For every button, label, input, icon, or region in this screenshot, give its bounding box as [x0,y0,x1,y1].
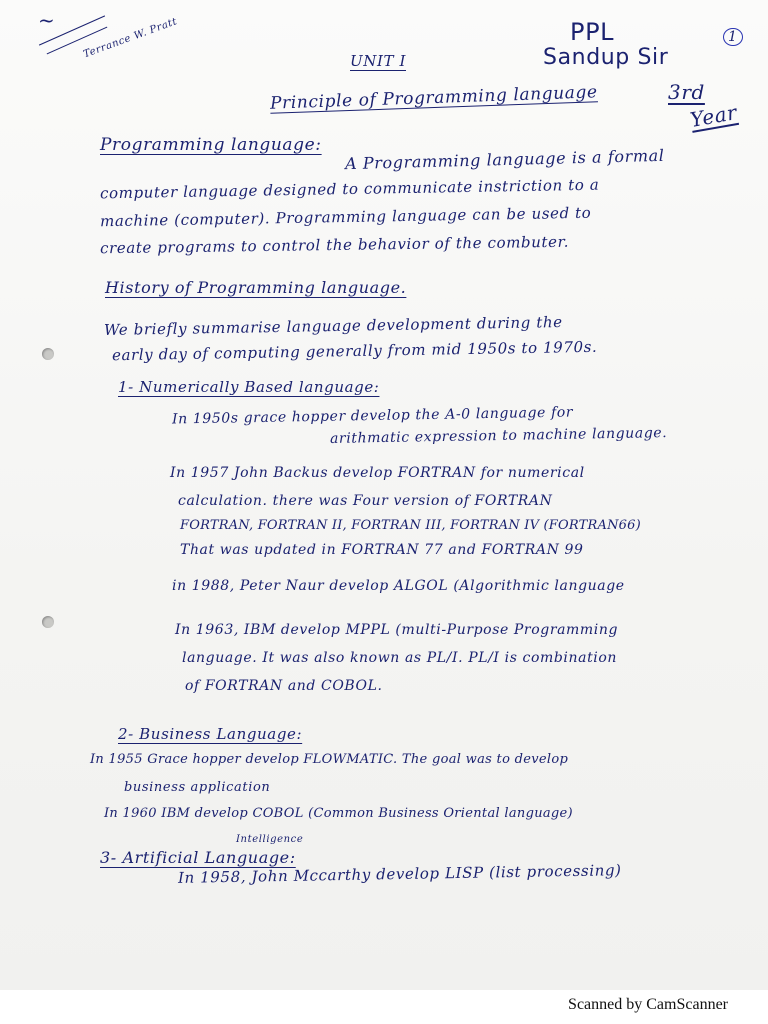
sub1-item-2: arithmatic expression to machine language. [329,425,668,447]
sub2-item-2: business application [124,780,271,795]
page-title: Principle of Programming language [269,82,598,114]
unit-label: UNIT I [350,52,406,70]
scanner-watermark: Scanned by CamScanner [568,996,728,1013]
section2-heading: History of Programming language. [105,278,407,297]
binder-hole-2 [42,616,54,628]
corner-scribble: ~ [38,8,55,32]
sub1-item-9: language. It was also known as PL/I. PL/I is combination [182,650,618,666]
sub1-item-7: in 1988, Peter Naur develop ALGOL (Algorithmic language [172,578,625,594]
section1-line-1: A Programming language is a formal [344,145,665,174]
sub1-item-4: calculation. there was Four version of FORTRAN [178,493,553,509]
section1-line-2: computer language designed to communicate instriction to a [99,175,600,203]
sub2-item-1: In 1955 Grace hopper develop FLOWMATIC. The goal was to develop [90,752,569,767]
sub3-heading: 3- Artificial Language: [100,848,296,867]
binder-hole-1 [42,348,54,360]
sub1-item-6: That was updated in FORTRAN 77 and FORTRAN 99 [180,542,584,558]
sub3-item-1: In 1958, John Mccarthy develop LISP (list processing) [177,861,622,887]
page-number: 1 [723,28,743,46]
section1-line-3: machine (computer). Programming language can be used to [99,203,592,231]
teacher-label: Sandup Sir [543,45,669,70]
section1-line-4: create programs to control the behavior of the combuter. [99,232,570,258]
author-note: Terrance W. Pratt [82,16,179,61]
sub1-item-1: In 1950s grace hopper develop the A-0 language for [171,404,574,428]
scanner-footer [0,990,768,1024]
year-line-1: 3rd [668,80,705,104]
sub1-item-5: FORTRAN, FORTRAN II, FORTRAN III, FORTRAN IV (FORTRAN66) [180,518,641,533]
intro-line-2: early day of computing generally from mid 1950s to 1970s. [111,337,598,365]
sub1-item-10: of FORTRAN and COBOL. [185,678,383,694]
intro-line-1: We briefly summarise language development during the [103,312,563,340]
subject-label: PPL [570,18,615,46]
sub3-insert: Intelligence [236,834,304,845]
sub2-heading: 2- Business Language: [118,725,303,743]
sub2-item-3: In 1960 IBM develop COBOL (Common Business Oriental language) [104,806,573,821]
sub1-item-8: In 1963, IBM develop MPPL (multi-Purpose Programming [175,622,619,638]
sub1-heading: 1- Numerically Based language: [118,378,380,396]
sub1-item-3: In 1957 John Backus develop FORTRAN for numerical [170,465,585,481]
year-line-2: Year [688,100,739,132]
section1-heading: Programming language: [100,135,322,155]
